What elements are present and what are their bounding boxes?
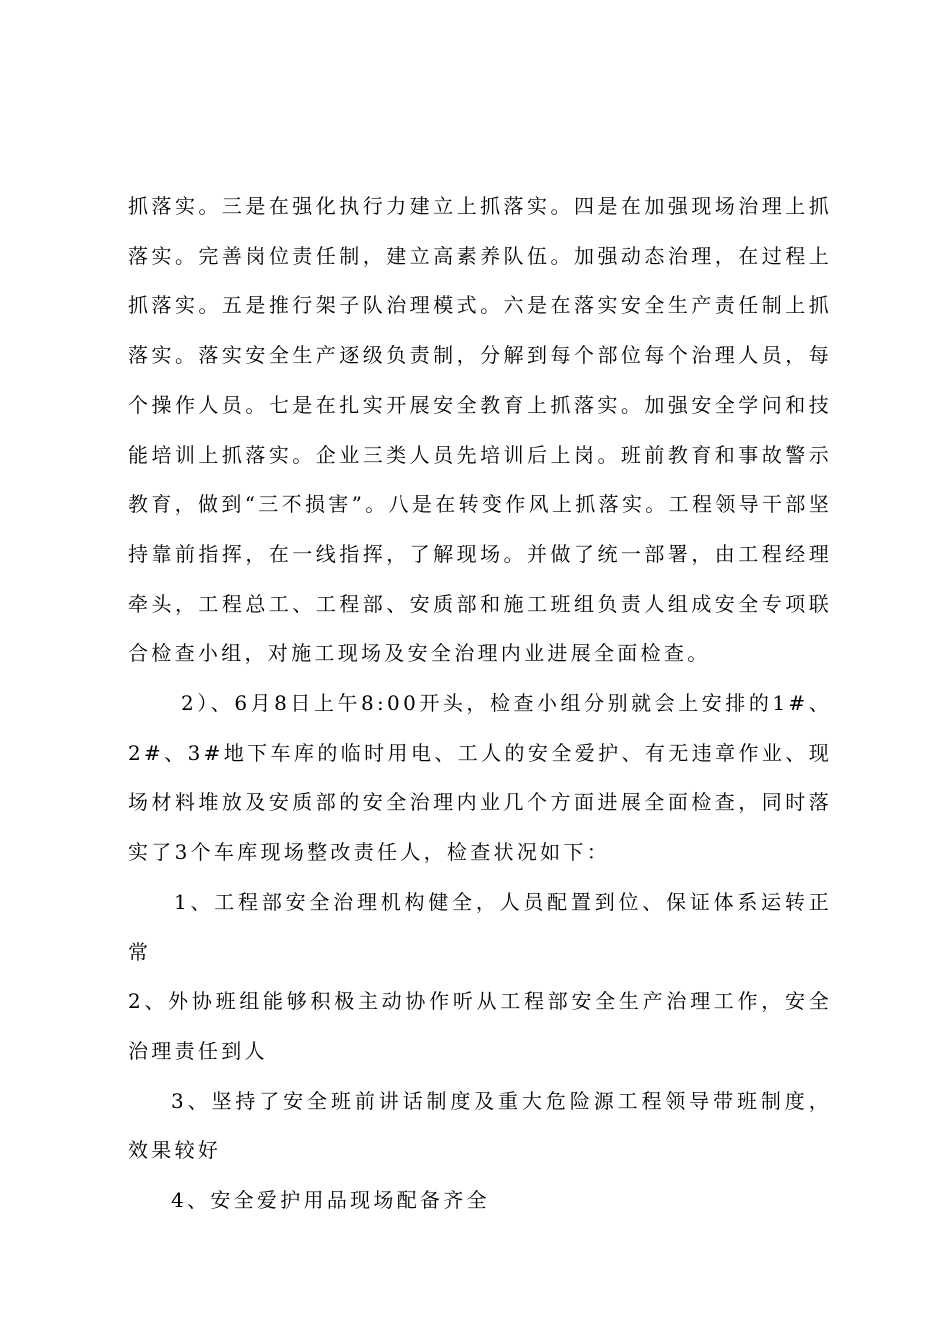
paragraph-measures: 抓落实。三是在强化执行力建立上抓落实。四是在加强现场治理上抓落实。完善岗位责任制，建立高素养队伍。加强动态治理，在过程上抓落实。五是推行架子队治理模式。六是在落实安全生产责任制上抓落实。落实安全生产逐级负责制，分解到每个部位每个治理人员，每个操作人员。七是在扎实开展安全教育上抓落实。加强安全学问和技能培训上抓落实。企业三类人员先培训后上岗。班前教育和事故警示教育，做到“三不损害”。八是在转变作风上抓落实。工程领导干部坚持靠前指挥，在一线指挥，了解现场。并做了统一部署，由工程经理牵头，工程总工、工程部、安质部和施工班组负责人组成安全专项联合检查小组，对施工现场及安全治理内业进展全面检查。 (128, 194, 832, 666)
finding-item-1: 1、工程部安全治理机构健全，人员配置到位、保证体系运转正常 (128, 889, 832, 964)
document-body (128, 182, 832, 1226)
finding-item-3: 3、坚持了安全班前讲话制度及重大危险源工程领导带班制度，效果较好 (128, 1088, 832, 1163)
finding-item-4: 4、安全爱护用品现场配备齐全 (171, 1188, 490, 1213)
paragraph-inspection-intro: 2）、6月8日上午8:00开头，检查小组分别就会上安排的1#、2#、3#地下车库的临时用电、工人的安全爱护、有无违章作业、现场材料堆放及安质部的安全治理内业几个方面进展全面检查，同时落实了3个车库现场整改责任人，检查状况如下： (128, 691, 832, 865)
finding-item-2: 2、外协班组能够积极主动协作听从工程部安全生产治理工作，安全治理责任到人 (128, 989, 832, 1063)
